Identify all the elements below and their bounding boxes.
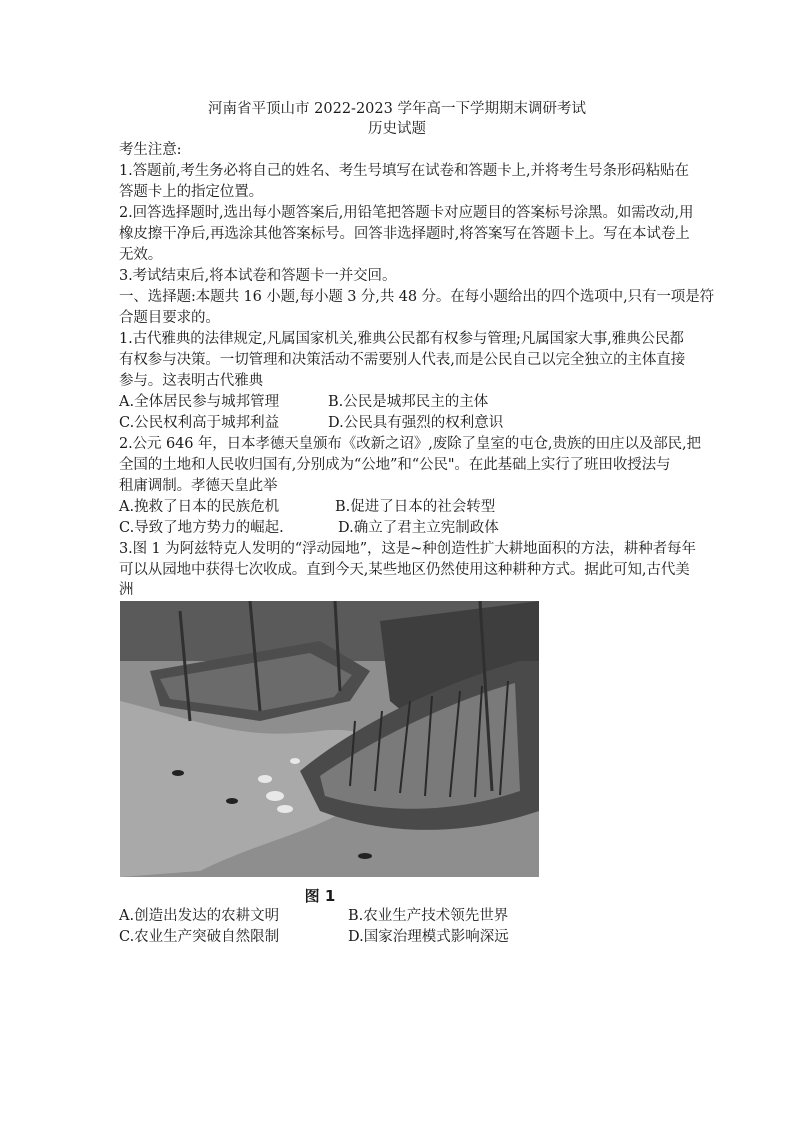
question-2-option-c: C.导致了地方势力的崛起.	[119, 520, 284, 536]
question-3-stem: 可以从园地中获得七次收成。直到今天,某些地区仍然使用这种耕种方式。据此可知,古代美	[119, 562, 690, 578]
question-3-option-c: C.农业生产突破自然限制	[119, 929, 280, 945]
notice-line: 橡皮擦干净后,再选涂其他答案标号。回答非选择题时,将答案写在答题卡上。写在本试卷上	[119, 226, 690, 242]
figure-caption: 图 1	[304, 887, 336, 905]
notice-line: 答题卡上的指定位置。	[119, 184, 263, 200]
question-2-stem: 全国的土地和人民收归国有,分别成为“公地”和“公民"。在此基础上实行了班田收授法与	[119, 457, 671, 473]
notice-line: 3.考试结束后,将本试卷和答题卡一并交回。	[119, 268, 397, 284]
question-2-option-a: A.挽救了日本的民族危机	[119, 499, 280, 515]
section-heading: 一、选择题:本题共 16 小题,每小题 3 分,共 48 分。在每小题给出的四个选项中,只有一项是符	[119, 289, 714, 305]
question-2-option-b: B.促进了日本的社会转型	[335, 499, 496, 515]
exam-title: 河南省平顶山市 2022-2023 学年高一下学期期末调研考试	[208, 101, 586, 117]
question-3-option-a: A.创造出发达的农耕文明	[119, 908, 280, 924]
question-3-stem: 3.图 1 为阿兹特克人发明的“浮动园地”，这是~种创造性扩大耕地面积的方法，耕种者每年	[119, 541, 696, 557]
question-1-option-c: C.公民权利高于城邦利益	[119, 415, 280, 431]
floating-garden-photo	[120, 601, 539, 877]
question-1-stem: 参与。这表明古代雅典	[119, 373, 263, 389]
notice-line: 无效。	[119, 247, 163, 263]
question-2-option-d: D.确立了君主立宪制政体	[338, 520, 499, 536]
question-1-option-a: A.全体居民参与城邦管理	[119, 394, 280, 410]
question-2-stem: 2.公元 646 年，日本孝德天皇颁布《改新之诏》,废除了皇室的屯仓,贵族的田庄以及部民,把	[119, 436, 701, 452]
notice-heading: 考生注意:	[119, 142, 182, 158]
question-3-stem: 洲	[119, 582, 134, 598]
question-3-option-d: D.国家治理模式影响深远	[348, 929, 509, 945]
exam-subtitle: 历史试题	[368, 121, 426, 137]
question-3-option-b: B.农业生产技术领先世界	[348, 908, 509, 924]
notice-line: 1.答题前,考生务必将自己的姓名、考生号填写在试卷和答题卡上,并将考生号条形码粘贴在	[119, 163, 689, 179]
question-1-stem: 有权参与决策。一切管理和决策活动不需要别人代表,而是公民自己以完全独立的主体直接	[119, 352, 686, 368]
notice-line: 2.回答选择题时,选出每小题答案后,用铅笔把答题卡对应题目的答案标号涂黑。如需改动,用	[119, 205, 694, 221]
question-1-stem: 1.古代雅典的法律规定,凡属国家机关,雅典公民都有权参与管理;凡属国家大事,雅典公民都	[119, 331, 684, 347]
question-1-option-d: D.公民具有强烈的权利意识	[328, 415, 504, 431]
question-2-stem: 租庸调制。孝德天皇此举	[119, 478, 278, 494]
question-1-option-b: B.公民是城邦民主的主体	[328, 394, 489, 410]
section-heading: 合题目要求的。	[119, 310, 220, 326]
